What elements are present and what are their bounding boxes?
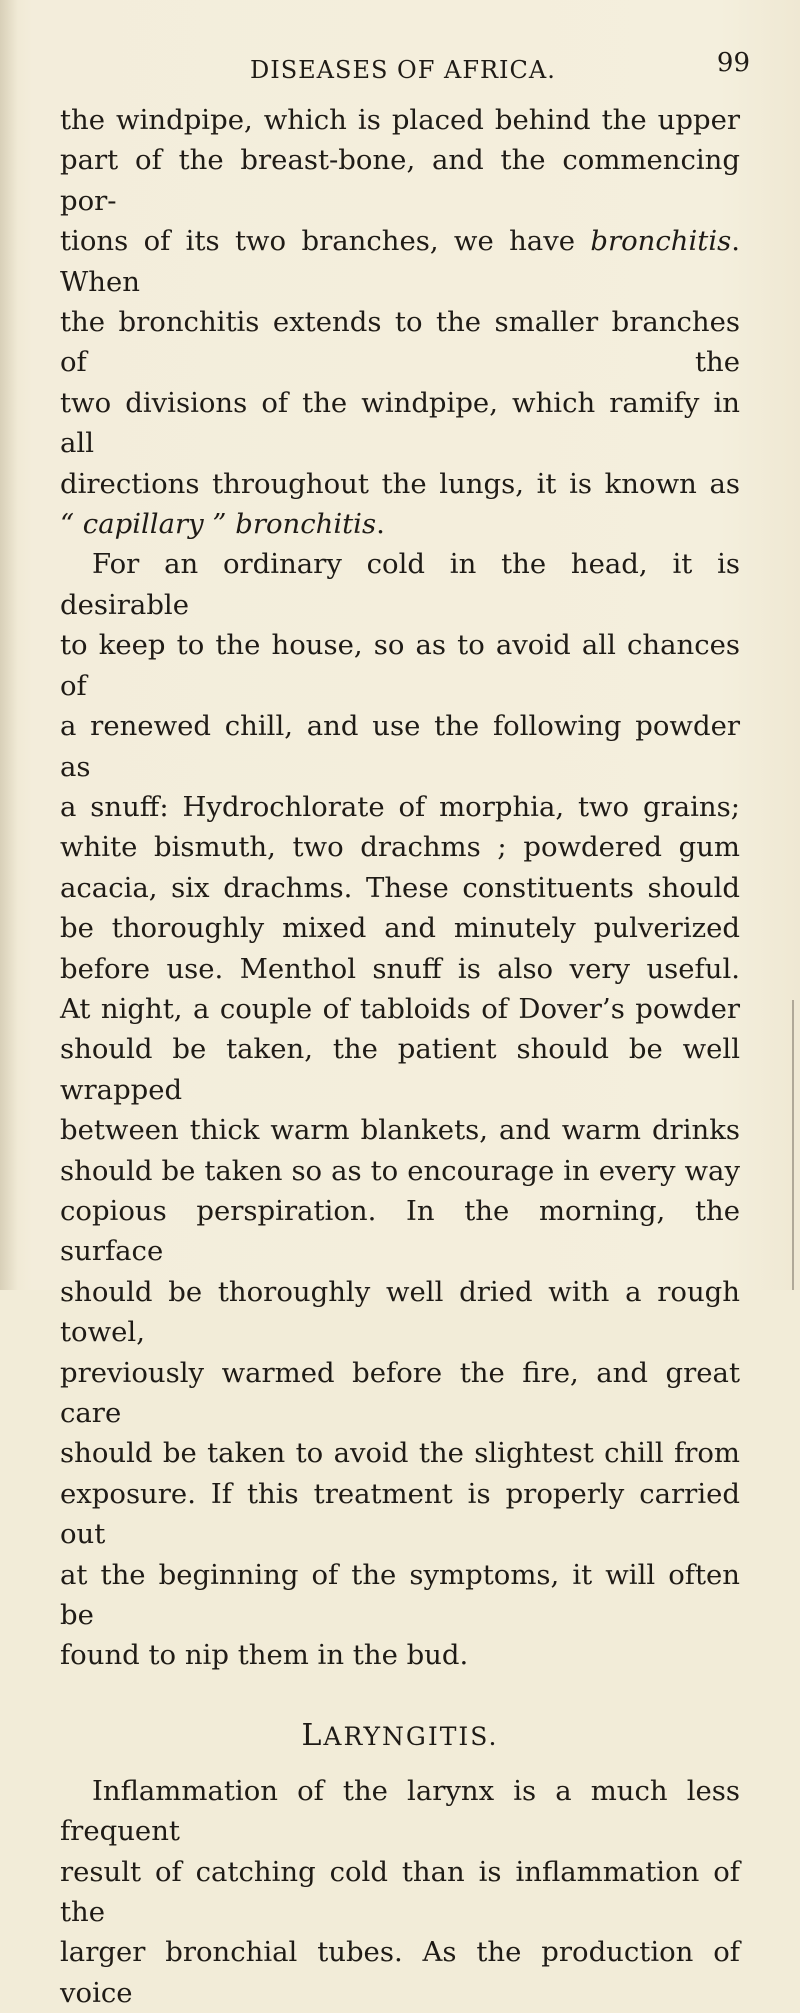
- text-line: result of catching cold than is inflammation of the: [60, 1855, 740, 1929]
- text-line: [60, 221, 740, 302]
- text-line: should be taken, the patient should be well wrapped: [60, 1033, 740, 1106]
- text-line: at the beginning of the symptoms, it will often be: [60, 1558, 740, 1632]
- text-line: exposure. If this treatment is properly carried out: [60, 1477, 740, 1551]
- text-line: before use. Menthol snuff is also very useful.: [60, 952, 740, 985]
- paragraph-windpipe: [60, 100, 740, 544]
- paragraph-laryngitis: [60, 1771, 740, 2013]
- text-line: For an ordinary cold in the head, it is desirable: [60, 548, 740, 621]
- text-segment: .: [376, 508, 385, 541]
- text-line: should be taken to avoid the slightest chill from: [60, 1437, 740, 1470]
- text-segment: tions of its two branches, we have: [60, 225, 591, 258]
- text-segment: . When: [60, 225, 740, 298]
- text-line: Inflammation of the larynx is a much less frequent: [60, 1774, 740, 1848]
- italic-term: bronchitis: [226, 508, 377, 541]
- page-number: 99: [716, 48, 750, 78]
- text-line: directions throughout the lungs, it is known as: [60, 467, 740, 500]
- text-line: a snuff: Hydrochlorate of morphia, two grains;: [60, 790, 740, 823]
- text-line: part of the breast-bone, and the commencing por-: [60, 144, 740, 217]
- paragraph-cold-treatment: [60, 544, 740, 1675]
- text-line: be thoroughly mixed and minutely pulverized: [60, 912, 740, 945]
- text-line: two divisions of the windpipe, which ramify in all: [60, 386, 740, 460]
- text-line: found to nip them in the bud.: [60, 1639, 469, 1672]
- text-line: the bronchitis extends to the smaller branches of the: [60, 306, 740, 379]
- text-line: to keep to the house, so as to avoid all chances of: [60, 629, 740, 702]
- text-line: [60, 504, 740, 544]
- heading-rest: ARYNGITIS.: [323, 1721, 499, 1751]
- text-line: previously warmed before the fire, and great care: [60, 1356, 740, 1429]
- text-line: copious perspiration. In the morning, the surface: [60, 1194, 740, 1268]
- text-line: should be thoroughly well dried with a rough towel,: [60, 1275, 740, 1349]
- text-line: between thick warm blankets, and warm drinks: [60, 1114, 740, 1147]
- spine-shadow: [0, 0, 18, 1290]
- text-line: the windpipe, which is placed behind the upper: [60, 104, 740, 136]
- heading-initial: L: [301, 1717, 324, 1753]
- text-line: At night, a couple of tabloids of Dover’s powder: [60, 992, 740, 1025]
- running-head: DISEASES OF AFRICA.: [250, 56, 556, 84]
- page-header: [250, 48, 750, 88]
- text-line: white bismuth, two drachms ; powdered gum: [60, 831, 740, 864]
- text-line: should be taken so as to encourage in every way: [60, 1154, 740, 1187]
- italic-term: “ capillary ”: [60, 508, 227, 541]
- text-line: acacia, six drachms. These constituents should: [60, 871, 740, 904]
- body-text: [60, 100, 740, 2013]
- text-line: larger bronchial tubes. As the production of voice: [60, 1936, 740, 2009]
- section-heading-laryngitis: [60, 1716, 740, 1757]
- italic-term: bronchitis: [590, 225, 732, 258]
- text-line: a renewed chill, and use the following powder as: [60, 710, 740, 783]
- page-edge-line: [792, 1000, 794, 1290]
